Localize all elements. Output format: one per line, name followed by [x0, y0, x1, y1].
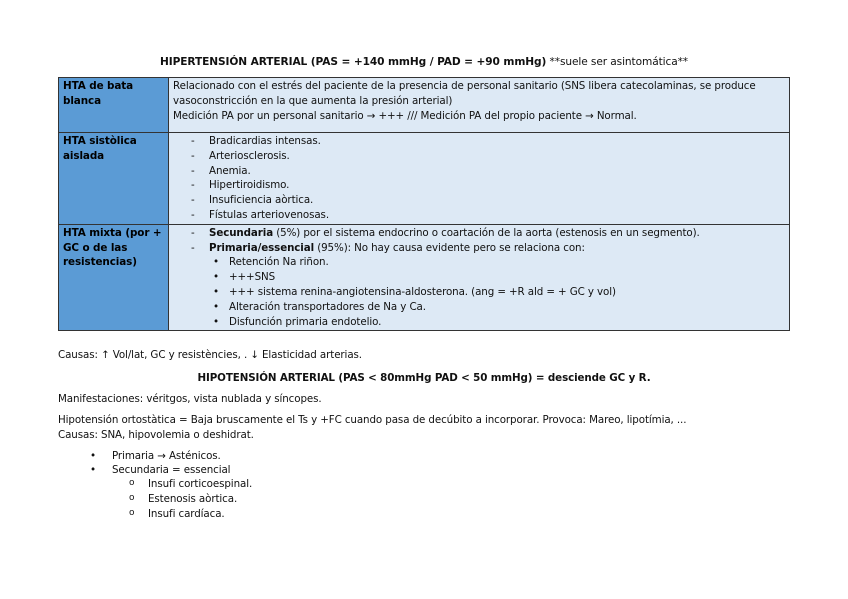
primaria-text: (95%): No hay causa evidente pero se relaciona con:	[314, 241, 585, 254]
row-body-mixta	[169, 224, 790, 331]
row-header-mixta: HTA mixta (por + GC o de las resistencias)	[59, 224, 169, 331]
row-header-bata-blanca: HTA de bata blanca	[59, 78, 169, 133]
subbullet-item	[130, 493, 237, 505]
manifestaciones-text: Manifestaciones: véritgos, vista nublada y síncopes.	[58, 393, 322, 405]
bata-line: Medición PA por un personal sanitario → +++ /// Medición PA del propio paciente → Normal.	[173, 109, 637, 122]
subbullet-text: Insufi cardíaca.	[148, 508, 225, 520]
subbullet-item	[130, 508, 225, 520]
secundaria-label: Secundaria	[209, 226, 274, 239]
page-title	[0, 56, 848, 68]
list-item-primaria	[173, 241, 785, 256]
list-item: - Hipertiroidismo.	[173, 178, 785, 193]
bullet-item	[92, 464, 230, 476]
bullet-text: Primaria → Asténicos.	[112, 450, 221, 462]
list-item: • +++SNS	[173, 270, 785, 285]
hta-table	[58, 77, 790, 331]
row-sistolica	[59, 133, 790, 225]
list-item-secundaria	[173, 226, 785, 241]
subbullet-item	[130, 478, 252, 490]
subbullet-text: Insufi corticoespinal.	[148, 478, 253, 490]
list-item: • +++ sistema renina-angiotensina-aldosterona. (ang = +R ald = + GC y vol)	[173, 285, 785, 300]
secundaria-text: (5%) por el sistema endocrino o coartación de la aorta (estenosis en un segmento).	[273, 226, 700, 239]
causas2-text: Causas: SNA, hipovolemia o deshidrat.	[58, 429, 254, 441]
title-note: **suele ser asintomática**	[546, 56, 689, 68]
bullet-item	[92, 450, 221, 462]
subbullet-text: Estenosis aòrtica.	[148, 493, 238, 505]
row-mixta	[59, 224, 790, 331]
list-item: - Insuficiencia aòrtica.	[173, 193, 785, 208]
list-item: - Fístulas arteriovenosas.	[173, 208, 785, 223]
bata-line: Relacionado con el estrés del paciente de la presencia de personal sanitario (SNS libera catecolaminas, se produce vasoconstricción en la que aumenta la presión arterial)	[173, 80, 756, 107]
list-item: - Arteriosclerosis.	[173, 149, 785, 164]
sistolica-list	[173, 134, 785, 223]
list-item: • Alteración transportadores de Na y Ca.	[173, 300, 785, 315]
primaria-label: Primaria/essencial	[209, 241, 315, 254]
list-item: • Disfunción primaria endotelio.	[173, 315, 785, 330]
list-item: - Bradicardias intensas.	[173, 134, 785, 149]
row-body-sistolica	[169, 133, 790, 225]
row-body-bata-blanca	[169, 78, 790, 133]
bullet-text: Secundaria = essencial	[112, 464, 231, 476]
primaria-sublist	[173, 255, 785, 329]
row-bata-blanca	[59, 78, 790, 133]
row-header-sistolica: HTA sistòlica aislada	[59, 133, 169, 225]
causas-text: Causas: ↑ Vol/lat, GC y resistències, . ↓ Elasticidad arterias.	[58, 349, 362, 361]
list-item: • Retención Na riñon.	[173, 255, 785, 270]
mixta-list	[173, 226, 785, 256]
ortostatica-text: Hipotensión ortostàtica = Baja bruscamente el Ts y +FC cuando pasa de decúbito a incorporar. Provoca: Mareo, lipotímia, ...	[58, 414, 687, 426]
list-item: - Anemia.	[173, 164, 785, 179]
hipotension-title: HIPOTENSIÓN ARTERIAL (PAS < 80mmHg PAD < 50 mmHg) = desciende GC y R.	[197, 372, 651, 384]
title-main: HIPERTENSIÓN ARTERIAL (PAS = +140 mmHg / PAD = +90 mmHg)	[159, 56, 547, 68]
